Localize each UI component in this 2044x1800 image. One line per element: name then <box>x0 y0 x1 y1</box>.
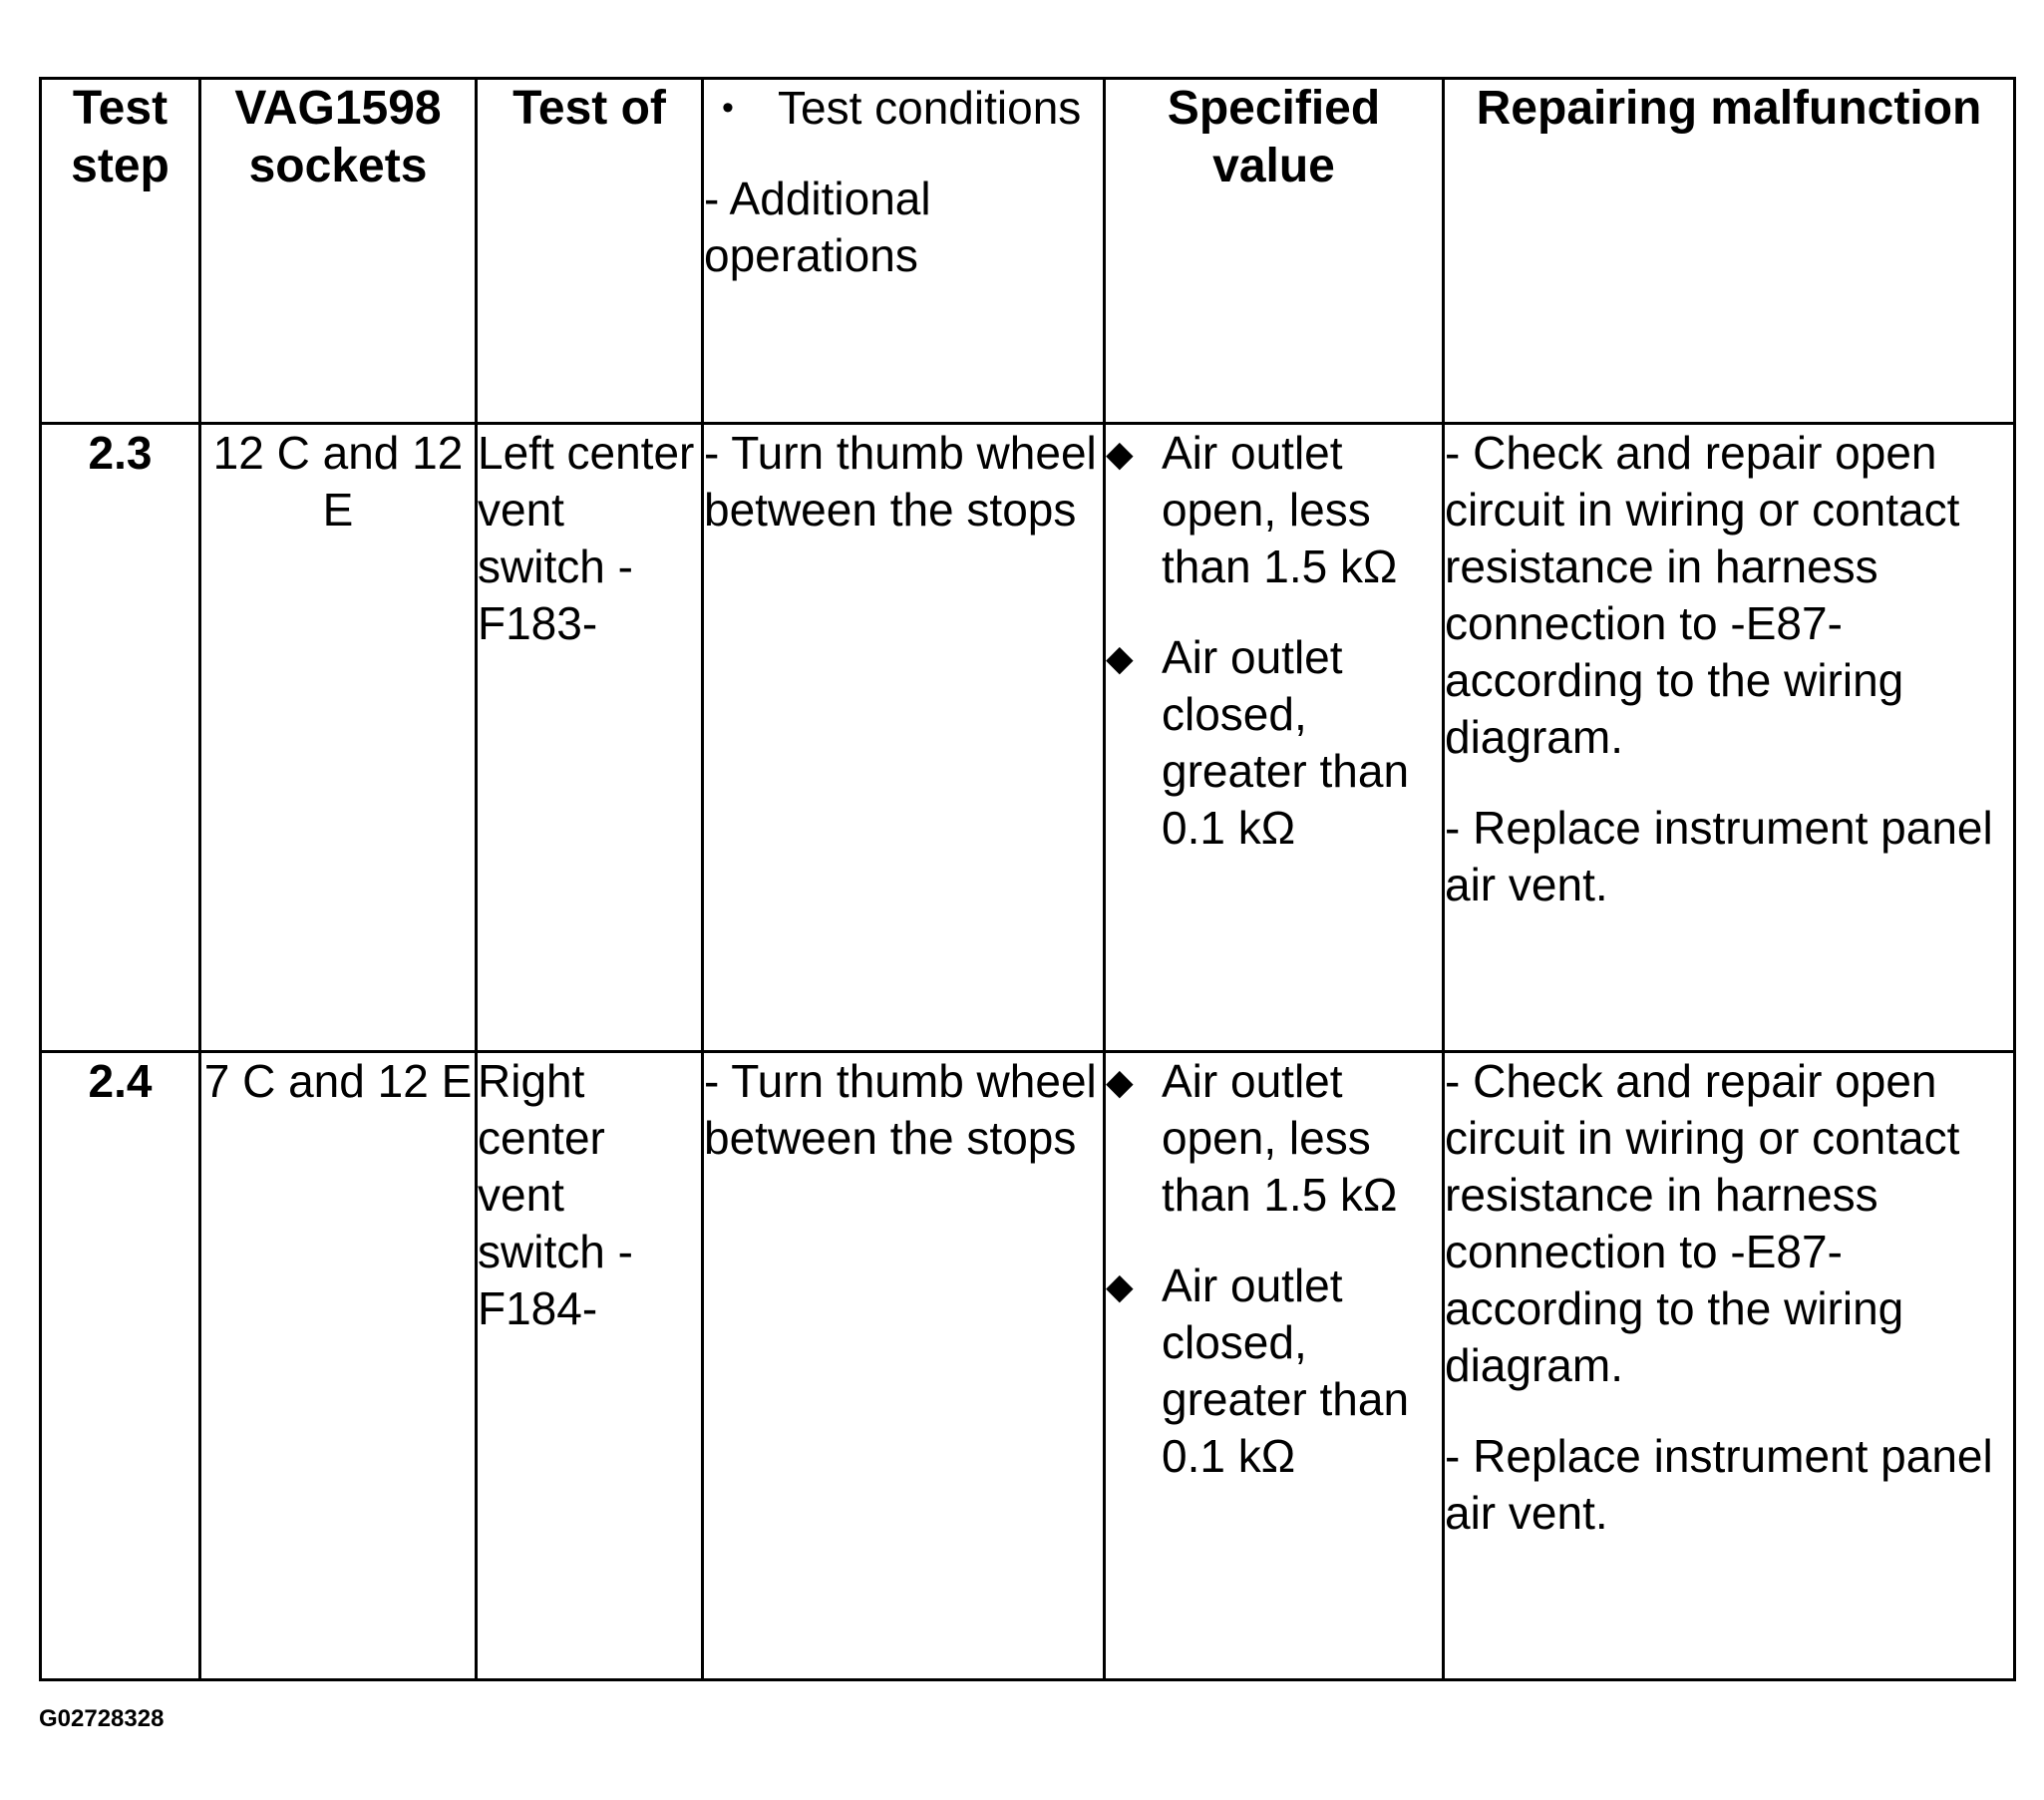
spec-table-container <box>39 77 2016 1681</box>
table-row <box>41 424 2015 1052</box>
diamond-bullet-icon: ◆ <box>1106 433 1134 474</box>
header-sockets: VAG1598 sockets <box>200 79 477 424</box>
test-condition-cell: - Turn thumb wheel between the stops <box>703 424 1105 1052</box>
specified-value-item <box>1106 629 1442 857</box>
specified-value-text: Air outlet closed, greater than 0.1 kΩ <box>1162 631 1410 854</box>
specified-value-cell <box>1105 424 1444 1052</box>
specified-value-text: Air outlet open, less than 1.5 kΩ <box>1162 1055 1398 1221</box>
test-of-cell: Left center vent switch -F183- <box>477 424 703 1052</box>
header-additional-operations: - Additional operations <box>704 173 931 281</box>
sockets-cell: 12 C and 12 E <box>200 424 477 1052</box>
header-test-conditions-label: Test conditions <box>778 82 1082 134</box>
repair-step-text: - Check and repair open circuit in wiring or contact resistance in harness connection to -E87- according to the wiring diagram. <box>1445 1055 1960 1391</box>
figure-code: G02728328 <box>39 1705 165 1732</box>
diamond-bullet-icon: ◆ <box>1106 1265 1134 1306</box>
repair-step-text: - Replace instrument panel air vent. <box>1445 802 1993 910</box>
specified-value-cell <box>1105 1052 1444 1680</box>
header-test-conditions <box>703 79 1105 424</box>
test-condition-cell: - Turn thumb wheel between the stops <box>703 1052 1105 1680</box>
repair-cell <box>1444 1052 2015 1680</box>
test-spec-table <box>39 77 2016 1681</box>
header-specified-value: Specified value <box>1105 79 1444 424</box>
diamond-bullet-icon: ◆ <box>1106 637 1134 678</box>
specified-value-text: Air outlet open, less than 1.5 kΩ <box>1162 427 1398 592</box>
sockets-cell: 7 C and 12 E <box>200 1052 477 1680</box>
test-of-cell: Right center vent switch -F184- <box>477 1052 703 1680</box>
test-step-cell: 2.4 <box>41 1052 200 1680</box>
header-test-of: Test of <box>477 79 703 424</box>
specified-value-item <box>1106 1053 1442 1224</box>
test-step-cell: 2.3 <box>41 424 200 1052</box>
specified-value-item <box>1106 1258 1442 1485</box>
header-row <box>41 79 2015 424</box>
header-test-step: Test step <box>41 79 200 424</box>
diamond-bullet-icon: ◆ <box>1106 1061 1134 1102</box>
specified-value-item <box>1106 425 1442 595</box>
specified-value-text: Air outlet closed, greater than 0.1 kΩ <box>1162 1260 1410 1482</box>
repair-step-text: - Check and repair open circuit in wiring or contact resistance in harness connection to -E87- according to the wiring diagram. <box>1445 427 1960 763</box>
header-repairing-malfunction: Repairing malfunction <box>1444 79 2015 424</box>
repair-cell <box>1444 424 2015 1052</box>
table-row <box>41 1052 2015 1680</box>
bullet-dot-icon: • <box>722 89 734 127</box>
repair-step-text: - Replace instrument panel air vent. <box>1445 1430 1993 1539</box>
